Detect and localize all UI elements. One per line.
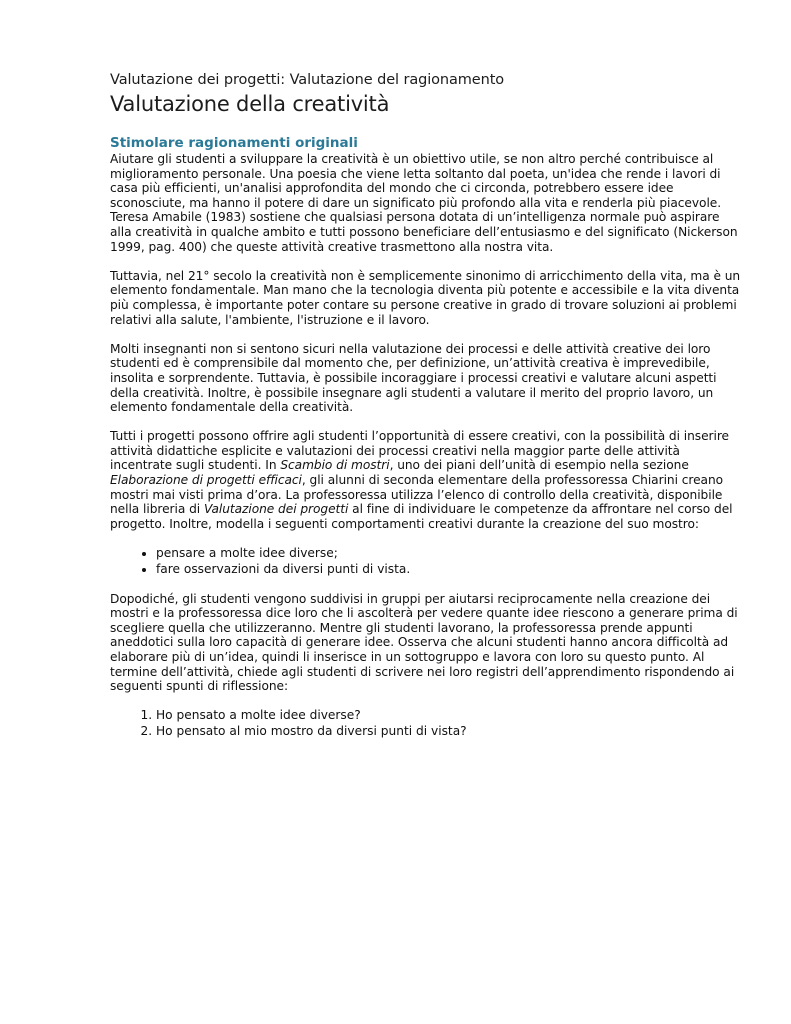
italic-valutazione-progetti: Valutazione dei progetti [203,502,349,517]
paragraph-4-text-1: Tutti i progetti possono offrire agli studenti l’opportunità di essere creativi, con la possibilità di inserire attività didattiche esplicite e valutazioni dei processi creativi nella maggior parte delle attività incentrate sugli studenti. In [110,429,729,473]
numbered-item: 1. Ho pensato a molte idee diverse? [156,708,742,724]
bullet-item: • pensare a molte idee diverse; [156,546,742,562]
paragraph-4 [110,429,742,531]
paragraph-4-text-4: al fine di individuare le competenze da affrontare nel corso del progetto. Inoltre, modella i seguenti comportamenti creativi durante la creazione del suo mostro: [110,502,733,531]
paragraph-5: Dopodiché, gli studenti vengono suddivisi in gruppi per aiutarsi reciprocamente nella creazione dei mostri e la professoressa dice loro che li ascolterà per vedere quante idee riescono a generare prima di scegliere quella che utilizzeranno. Mentre gli studenti lavorano, la professoressa prende appunti aneddotici sulla loro capacità di generare idee. Osserva che alcuni studenti hanno ancora difficoltà ad elaborare più di un’idea, quindi li inserisce in un sottogruppo e lavora con loro su questo punto. Al termine dell’attività, chiede agli studenti di scrivere nei loro registri dell’apprendimento rispondendo ai seguenti spunti di riflessione: [110,591,738,694]
numbered-item: 2. Ho pensato al mio mostro da diversi punti di vista? [156,724,742,740]
paragraph-1: Aiutare gli studenti a sviluppare la creatività è un obiettivo utile, se non altro perché contribuisce al miglioramento personale. Una poesia che viene letta soltanto dal poeta, un'idea che rende i lavori di casa più efficienti, un'analisi approfondita del mondo che ci circonda, potrebbero essere idee sconosciute, ma hanno il potere di dare un significato più profondo alla vita e renderla più piacevole. Teresa Amabile (1983) sostiene che qualsiasi persona dotata di un’intelligenza normale può aspirare alla creatività in qualche ambito e tutti possono beneficiare dell’entusiasmo e del significato (Nickerson 1999, pag. 400) che queste attività creative trasmettono alla nostra vita. [110,152,738,254]
breadcrumb: Valutazione dei progetti: Valutazione del ragionamento [110,72,505,88]
section-heading: Stimolare ragionamenti originali [110,135,358,151]
italic-elaborazione-progetti: Elaborazione di progetti efficaci [110,473,302,488]
bullet-list [110,546,742,577]
paragraph-3: Molti insegnanti non si sentono sicuri nella valutazione dei processi e delle attività creative dei loro studenti ed è comprensibile dal momento che, per definizione, un’attività creativa è imprevedibile, insolita e sorprendente. Tuttavia, è possibile incoraggiare i processi creativi e valutare alcuni aspetti della creatività. Inoltre, è possibile insegnare agli studenti a valutare il merito del proprio lavoro, un elemento fondamentale della creatività. [110,341,717,415]
italic-scambio-di-mostri: Scambio di mostri [280,458,390,473]
bullet-item: • fare osservazioni da diversi punti di vista. [156,562,742,578]
paragraph-4-text-3: , gli alunni di seconda elementare della professoressa Chiarini creano mostri mai visti prima d’ora. La professoressa utilizza l’elenco di controllo della creatività, disponibile nella libreria di [110,473,724,517]
numbered-list [110,708,742,739]
paragraph-2: Tuttavia, nel 21° secolo la creatività non è semplicemente sinonimo di arricchimento della vita, ma è un elemento fondamentale. Man mano che la tecnologia diventa più potente e accessibile e la vita diventa più complessa, è importante poter contare su persone creative in grado di trovare soluzioni ai problemi relativi alla salute, l'ambiente, l'istruzione e il lavoro. [110,268,741,327]
paragraph-4-text-2: , uno dei piani dell’unità di esempio nella sezione [389,458,689,473]
document-content [110,70,742,739]
page-title: Valutazione della creatività [110,92,390,116]
